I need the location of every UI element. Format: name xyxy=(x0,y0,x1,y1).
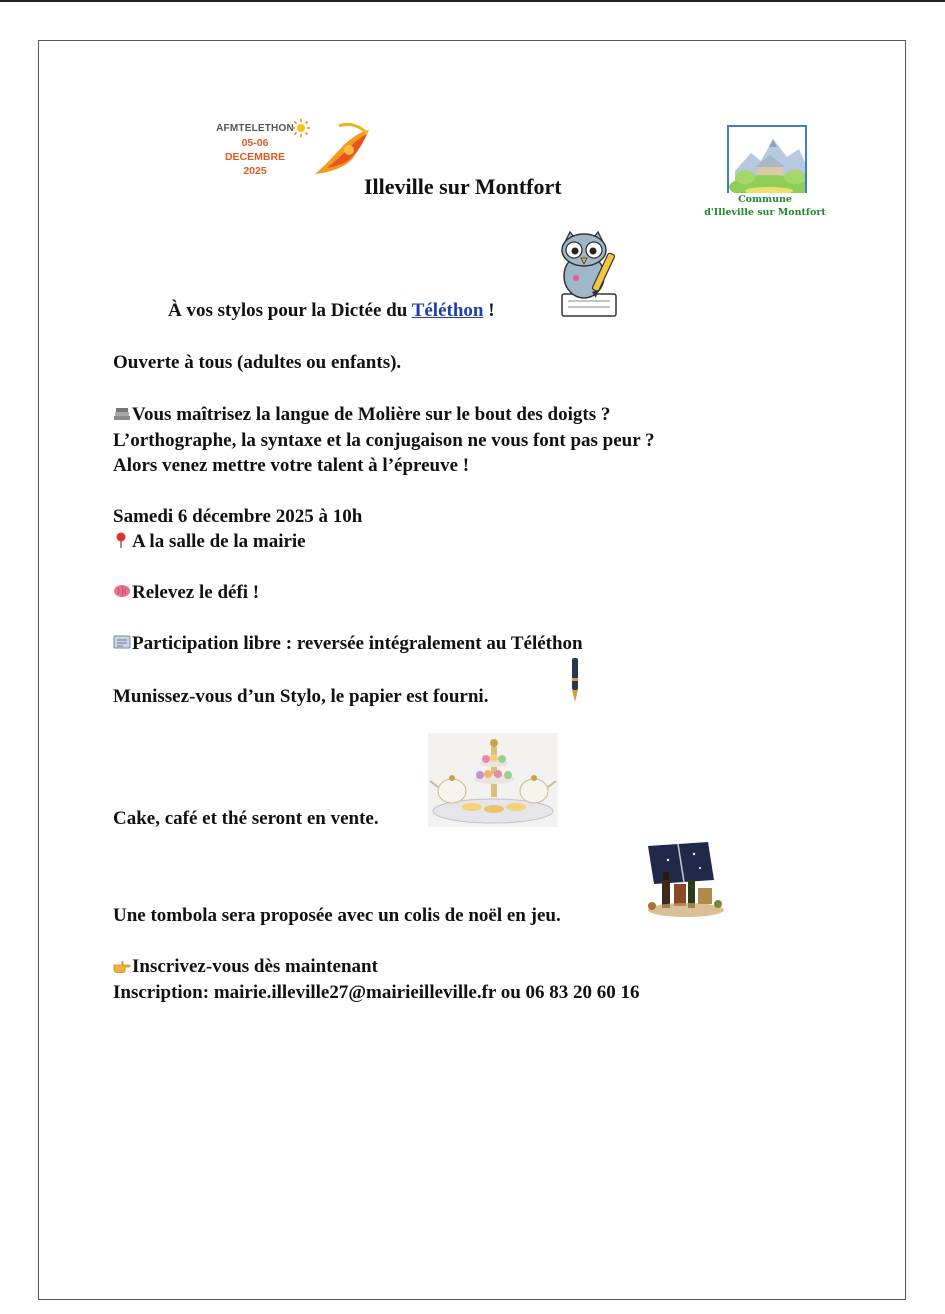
afm-month: DECEMBRE xyxy=(224,151,286,163)
intro-line-1 xyxy=(113,402,610,428)
signup-contact: Inscription: mairie.illeville27@mairieilleville.fr ou 06 83 20 60 16 xyxy=(113,982,640,1003)
event-location-text: A la salle de la mairie xyxy=(132,531,306,552)
village-illustration xyxy=(729,127,807,193)
intro-line-3: Alors venez mettre votre talent à l’épreuve ! xyxy=(113,455,470,476)
commune-logo xyxy=(700,125,830,225)
flame-swoosh-icon xyxy=(309,120,375,178)
signup-call xyxy=(113,954,378,980)
signup-call-text: Inscrivez-vous dès maintenant xyxy=(132,956,378,977)
participation-line xyxy=(113,631,583,657)
pointing-hand-icon xyxy=(113,957,131,973)
top-edge-line xyxy=(0,0,945,2)
raffle-text: Une tombola sera proposée avec un colis de noël en jeu. xyxy=(113,905,561,926)
brain-icon xyxy=(113,583,131,599)
headline xyxy=(168,298,495,324)
commune-logo-frame xyxy=(727,125,807,193)
books-icon xyxy=(113,405,131,421)
owl-writing-icon xyxy=(556,228,620,320)
commune-caption-line2: d'Illeville sur Montfort xyxy=(704,207,826,218)
open-to-all-text: Ouverte à tous (adultes ou enfants). xyxy=(113,352,402,373)
christmas-hamper-image xyxy=(638,840,728,920)
challenge-text: Relevez le défi ! xyxy=(132,582,260,603)
afm-year: 2025 xyxy=(243,165,267,177)
receipt-icon xyxy=(113,634,131,650)
commune-caption-line1: Commune xyxy=(738,194,792,205)
tea-set-image xyxy=(428,733,558,827)
headline-text-after: ! xyxy=(483,300,495,321)
pen-note: Munissez-vous d’un Stylo, le papier est fourni. xyxy=(113,686,489,707)
sun-icon xyxy=(291,118,311,138)
telethon-link[interactable]: Téléthon xyxy=(411,300,484,321)
round-pushpin-icon xyxy=(113,532,131,548)
challenge-line xyxy=(113,580,259,606)
commune-caption xyxy=(700,193,830,219)
intro-line-1-text: Vous maîtrisez la langue de Molière sur le bout des doigts ? xyxy=(132,404,611,425)
afm-dates: 05-06 xyxy=(241,137,269,149)
event-date: Samedi 6 décembre 2025 à 10h xyxy=(113,506,363,527)
afm-brand: AFMTELETHON xyxy=(216,123,294,134)
event-location xyxy=(113,529,306,555)
fountain-pen-icon xyxy=(569,658,581,704)
afm-logo-text xyxy=(205,122,305,178)
refreshments-text: Cake, café et thé seront en vente. xyxy=(113,808,379,829)
headline-text-before: À vos stylos pour la Dictée du xyxy=(168,300,412,321)
page-title: Illeville sur Montfort xyxy=(364,174,562,199)
document-page xyxy=(38,40,906,1300)
intro-line-2: L’orthographe, la syntaxe et la conjugaison ne vous font pas peur ? xyxy=(113,430,655,451)
participation-text: Participation libre : reversée intégralement au Téléthon xyxy=(132,633,583,654)
afm-telethon-logo xyxy=(205,118,375,180)
